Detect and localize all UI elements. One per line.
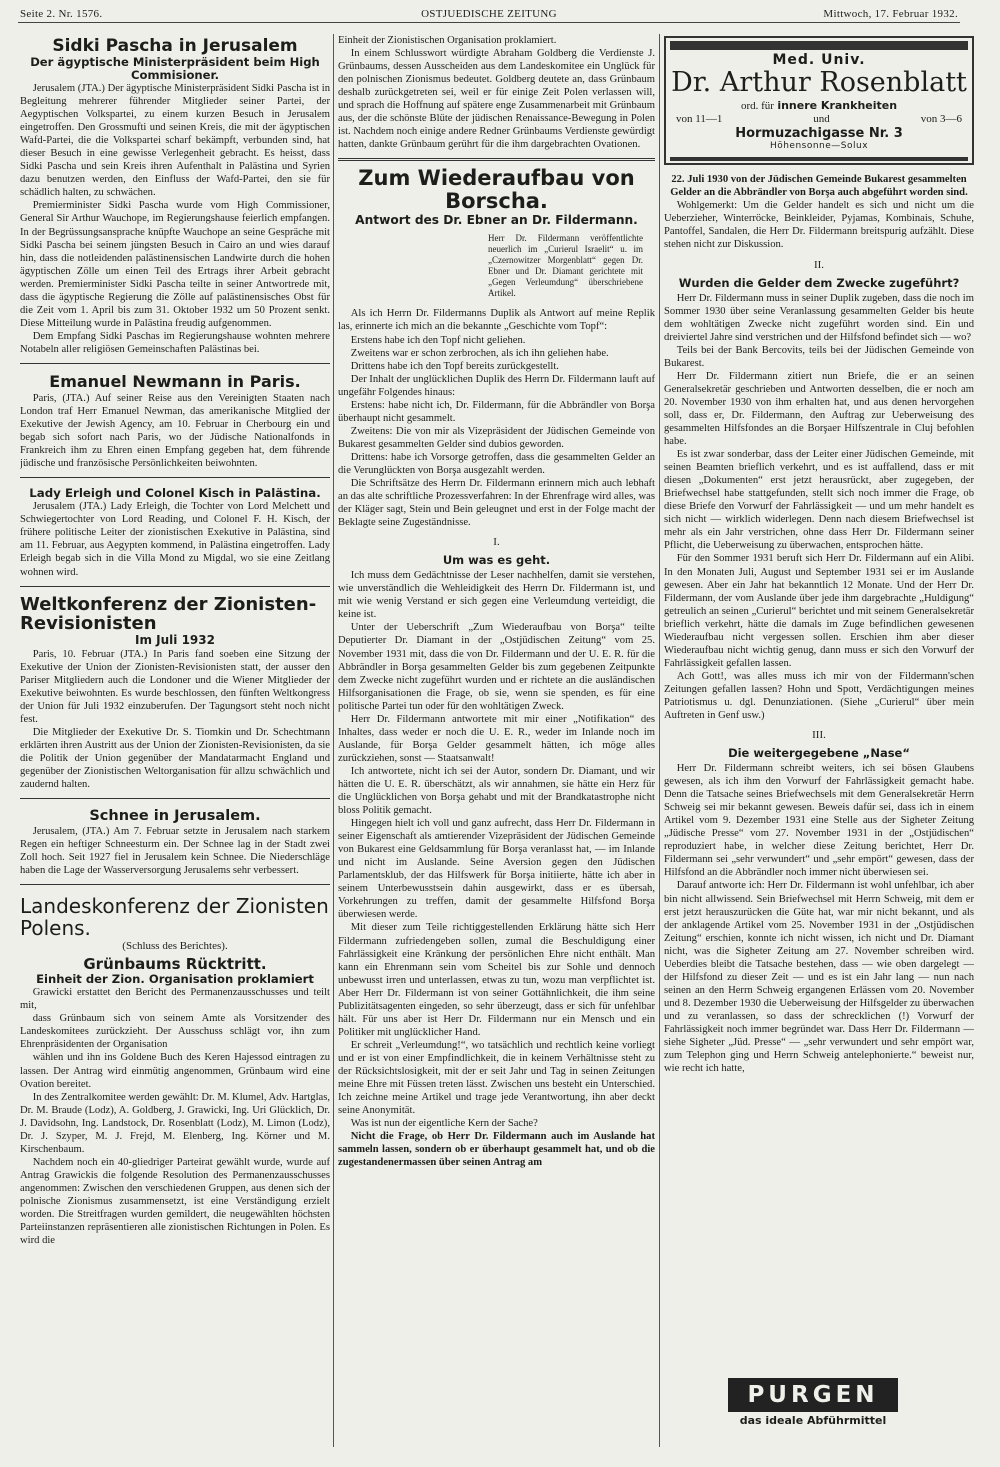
- paragraph: Unter der Ueberschrift „Zum Wiederaufbau von Borşa“ teilte Deputierter Dr. Diamant in der „Ostjüdischen Zeitung“ vom 25. November 1931 mit, dass die von Dr. Fildermann und der U. E. R. für die Abbrändler in Borşa gesammelten Gelder bis zum gegebenen Zeitpunkte dem Zwecke nicht zugeführt wurden und er richtete an die ausländischen Hilfsorganisationen die Frage, ob sie, wenn sie spenden, es für eine politische Partei tun oder für den wohltätigen Zweck.: [338, 622, 655, 712]
- ad-address: Hormuzachigasse Nr. 3: [735, 126, 903, 142]
- paragraph: Der Inhalt der unglücklichen Duplik des Herrn Dr. Fildermann lauft auf ungefähr Folgendes hinaus:: [338, 373, 655, 398]
- article-weltkonferenz: [20, 595, 330, 792]
- section-number: I.: [493, 536, 500, 549]
- column-2: [338, 34, 655, 1459]
- paragraph: Es ist zwar sonderbar, dass der Leiter einer Jüdischen Gemeinde, mit seinen Beamten brieflich verkehrt, und es ist auffallend, dass er mit diesen „Dokumenten“ erst jetzt herausrückt, aber zugegeben, der Briefwechsel habe stattgefunden, stellt sich noch immer die Frage, ob diese Briefe den Vorwurf der Fahrlässigkeit — und um mehr handelt es sich nicht — wirklich widerlegen. Denn nach diesem Briefwechsel ist mehr als ein Jahr verstrichen, ohne dass Herr Dr. Fildermann seiner Pflicht, die Ueberweisung zu überwachen, entsprochen hätte.: [664, 449, 974, 552]
- column-1: [20, 34, 330, 1459]
- section-heading: Um was es geht.: [442, 553, 551, 568]
- purgen-logo: PURGEN: [728, 1378, 898, 1412]
- column-rule: [333, 34, 334, 1447]
- section-heading: Die weitergegebene „Nase“: [728, 746, 910, 761]
- paragraph: In einem Schlusswort würdigte Abraham Goldberg die Verdienste J. Grünbaums, dessen Ausscheiden aus dem Landeskomitee ein Unglück für den polnischen Zionismus bedeutet. Goldberg deutete an, dass Grünbaum deshalb zurückgetreten sei, weil er für einige Zeit Polen verlassen will, und sprach die Hoffnung auf spätere enge Zusammenarbeit mit Grünbaum aus, der die schönste Blüte der jüdischen Renaissance-Bewegung in Polen ist. Nachdem noch einige andere Redner Grünbaums Verdienste gewürdigt hatten, dankte Grünbaum gerührt für die ihm dargebrachten Ovationen.: [338, 48, 655, 151]
- subheadline: Antwort des Dr. Ebner an Dr. Fildermann.: [355, 213, 638, 228]
- newspaper-name: OSTJUEDISCHE ZEITUNG: [421, 8, 557, 20]
- headline: Weltkonferenz der Zionisten-Revisionisten: [20, 593, 317, 634]
- paragraph: Nicht die Frage, ob Herr Dr. Fildermann auch im Auslande hat sammeln lassen, sondern ob er überhaupt gesammelt hat, und ob die zugestandenermassen über seinen Antrag am: [338, 1131, 655, 1169]
- divider: [20, 586, 330, 587]
- headline: Emanuel Newmann in Paris.: [49, 371, 301, 391]
- article-schnee: [20, 807, 330, 877]
- article-landeskonferenz: [20, 895, 330, 1247]
- paragraph: Jerusalem (JTA.) Lady Erleigh, die Tochter von Lord Melchett und Schwiegertochter von Lord Reading, und Colonel F. H. Kisch, der frühere politische Leiter der zionistischen Exekutive in Palästina, sind am 11. Februar, aus Aegypten kommend, in Palästina eingetroffen. Lady Erleigh begab sich in die Villa Mond zu Migdal, wo sie eine Zeitlang wohnen wird.: [20, 501, 330, 578]
- ad-border-bar: [670, 41, 968, 50]
- editorial-note: Herr Dr. Fildermann veröffentlichte neuerlich im „Curierul Israelit“ u. im „Czernowitzer Morgenblatt“ gegen Dr. Ebner und Dr. Diamant gerichtete mit „Gegen Verleumdung“ überschriebene Artikel.: [488, 233, 643, 299]
- paragraph: Zweitens war er schon zerbrochen, als ich ihn geliehen habe.: [350, 347, 609, 359]
- section-number: II.: [813, 258, 825, 271]
- purgen-ad-area: [664, 1075, 974, 1195]
- paragraph: Jerusalem, (JTA.) Am 7. Februar setzte in Jerusalem nach starkem Regen ein heftiger Schneesturm ein. Der Schnee lag in der Stadt zwei Zoll hoch. Seit 1927 fiel in Jerusalem kein Schnee. Die Niederschläge haben die Lage der Wasserversorgung Jerusalems sehr verbessert.: [20, 826, 330, 877]
- paragraph: Als ich Herrn Dr. Fildermanns Duplik als Antwort auf meine Replik las, erinnerte ich mich an die bekannte „Geschichte vom Topf“:: [338, 308, 655, 333]
- headline: Landeskonferenz der Zionisten Polens.: [20, 894, 329, 941]
- column-rule: [659, 34, 660, 1447]
- paragraph: Jerusalem (JTA.) Der ägyptische Ministerpräsident Sidki Pascha ist in Begleitung mehrerer führender Mitglieder seiner Partei, der Aegyptischen Volkspartei, zu einem kurzen Besuch in Jerusalem eingetroffen. Den Grossmufti und seinen Kreis, die mit der ägyptischen Wafd-Partei, die die Volkspartei scharf bekämpft, verbunden sind, hat dieser Besuch in eine gewisse Verlegenheit gebracht. Es heisst, dass Sidki Pascha und sein Kreis ihren Aufenthalt in Palästina und Syrien dazu benutzen werden, den Einfluss der Wafd-Partei, den sie für schädlich halten, zu schwächen.: [20, 83, 330, 199]
- ad-doctor-name: Dr. Arthur Rosenblatt: [671, 67, 967, 99]
- paragraph: Die Mitglieder der Exekutive Dr. S. Tiomkin und Dr. Schechtmann erklärten ihren Austritt aus der Union der Zionisten-Revisionisten, da sie die Politik der Union gegenüber der Mandatarmacht England und gegenüber der Zionistischen Weltorganisation für allzu schwächlich und zaudernd halten.: [20, 726, 330, 791]
- paragraph: Darauf antworte ich: Herr Dr. Fildermann ist wohl unfehlbar, ich aber bin nicht allwissend. Sein Briefwechsel mit Herrn Schweig, mit dem er erst jetzt herauszurücken die Güte hat, war mir nicht bekannt, und als der anklagende Artikel vom 25. November 1931 in der „Ostjüdischen Zeitung“ erschien, konnte ich nicht wissen, ich nicht und Dr. Diamant nicht, was die Sigheter Zeitung am 27. November schreiben wird. Ueberdies bleibt die Tatsache bestehen, dass — wie oben dargelegt — der Hilfsfond zu dieser Zeit — und es ist ein Jahr lang — nun nach seinen an den Herrn Schweig ergangenen Erlässen vom 20. November und 8. Dezember 1930 die Ueberweisung der Hilfsgelder zu überwachen und zu veranlassen, so dass der schrecklichen (!) Vorwurf der Fahrlässigkeit noch immer begründet war. Dass Herr Dr. Fildermann — siehe Sigheter „Jüd. Presse“ — „sehr verwundert und sehr empört war, zum Telephon ging und Herrn Schweig antelephonierte.“ beweist nur, wie recht ich hatte,: [664, 880, 974, 1075]
- section-headline: Grünbaums Rücktritt.: [83, 955, 267, 974]
- paragraph: Wohlgemerkt: Um die Gelder handelt es sich und nicht um die Ueberzieher, Winterröcke, Beinkleider, Pyjamas, Kombinais, Schuhe, Pantoffel, Sandalen, die Herr Dr. Fildermann breitspurig aufzählt. Diese stehen nicht zur Diskussion.: [664, 200, 974, 251]
- section-subheadline: Einheit der Zion. Organisation proklamiert: [36, 972, 314, 987]
- paragraph: Einheit der Zionistischen Organisation proklamiert.: [338, 35, 557, 46]
- paragraph: Mit dieser zum Teile richtiggestellenden Erklärung hätte sich Herr Fildermann zufriedengeben sollen, zumal die Beschuldigung einer Fahrlässigkeit eine Kränkung der persönlichen Ehre nicht enthält. Man kann ein Ehrenmann sein vom Scheitel bis zur Sohle und dennoch unbewusst irren und unterlassen, etwas zu tun, wozu man verpflichtet ist. Aber Herr Dr. Fildermann ist von seiner Gottähnlichkeit, die ihm seine Publizitätsagenten eingeden, so sehr überzeugt, dass er sich für unfehlbar hält. Für uns aber ist Herr Dr. Fildermann nur ein Mensch und ein Politiker mit unglücklicher Hand.: [338, 922, 655, 1038]
- paragraph: Teils bei der Bank Bercovits, teils bei der Jüdischen Gemeinde von Bukarest.: [664, 344, 974, 369]
- paragraph: Drittens: habe ich Vorsorge getroffen, dass die gesammelten Gelder an die Verunglückten von Borşa ausgezahlt werden.: [338, 451, 655, 476]
- article-borscha: [338, 167, 655, 1169]
- paragraph: Herr Dr. Fildermann zitiert nun Briefe, die er an seinen Generalsekretär geschrieben und Antworten desselben, die er noch am 20. November 1930 von ihm erhalten hat, und aus denen hervorgehen soll, dass er, Dr. Fildermann, den Auftrag zur Ueberweisung des gesammelten Hilfsfondes an die Borşaer Hilfszentrale in Cluj befohlen habe.: [664, 370, 974, 448]
- ad-title: Med. Univ.: [772, 52, 866, 68]
- paragraph: Zweitens: Die von mir als Vizepräsident der Jüdischen Gemeinde von Bukarest gesammelten Gelder sind dubios geworden.: [338, 425, 655, 450]
- paragraph: Paris, (JTA.) Auf seiner Reise aus den Vereinigten Staaten nach London traf Herr Emanuel Newman, das amerikanische Mitglied der Exekutive der Jewish Agency, am 10. Februar in Cherbourg ein und begab sich sofort nach Paris, wo der Jüdische Nationalfonds in Frankreich ihm zu Ehren einen Empfang gegeben hat, dem führende jüdische und französische Persönlichkeiten beiwohnten.: [20, 392, 330, 470]
- ad-hours-afternoon: von 3—6: [920, 113, 962, 126]
- paragraph: Die Schriftsätze des Herrn Dr. Fildermann erinnern mich auch lebhaft an das alte schriftliche Prozessverfahren: In der Ehrenfrage wird alles, was der Kläger sagt, Stein und Bein geleugnet und erst in der Folge macht der Beklagte seine Zugeständnisse.: [338, 478, 655, 529]
- ad-border-bar: [670, 157, 968, 161]
- paragraph: wählen und ihn ins Goldene Buch des Keren Hajessod eintragen zu lassen. Der Antrag wird einmütig angenommen, Grünbaum wird eine Ovation bereitet.: [20, 1052, 330, 1090]
- subheadline: (Schluss des Berichtes).: [122, 940, 228, 953]
- divider: [338, 158, 655, 161]
- section-number: III.: [812, 729, 826, 742]
- paragraph: Premierminister Sidki Pascha wurde vom High Commissioner, General Sir Arthur Wauchope, im Regierungshause feierlich empfangen. In der Begrüssungsansprache knüpfte Wauchope an seine Gespräche mit Sidki Pascha bei seinem jüngsten Besuch in Cairo an und wies darauf hin, dass die notleidenden palästinensischen Landwirte durch die hohen ägyptischen Zölle um einen Teil des Ertrags ihrer Arbeit gebracht werden. Premierminister Sidki Pascha teilte in seiner Antwortrede mit, dass die ägyptische Regierung die Zölle auf palästinensisches Obst für die Zeit vom 1. April bis zum 31. Oktober 1932 um 50 Prozent senkt. Diese Mitteilung wurde in Palästina freudig aufgenommen.: [20, 200, 330, 329]
- paragraph: Grawicki erstattet den Bericht des Permanenzausschusses und teilt mit,: [20, 987, 330, 1012]
- ad-specialty: [670, 99, 968, 113]
- paragraph: Erstens: habe nicht ich, Dr. Fildermann, für die Abbrändler von Borşa überhaupt nicht gesammelt.: [338, 399, 655, 424]
- doctor-advertisement: [664, 36, 974, 165]
- paragraph: In des Zentralkomitee werden gewählt: Dr. M. Klumel, Adv. Hartglas, Dr. M. Braude (Lodz), A. Goldberg, J. Grawicki, Ing. Uri Glücklich, Dr. J. Davidsohn, Ing. Landstock, Dr. Rosenblatt (Lodz), M. Limon (Lodz), Dr. J. Szyper, M. J. Frejd, M. Elenberg, Ing. Körner und M. Kirschenbaum.: [20, 1091, 330, 1155]
- divider: [20, 884, 330, 885]
- page-number: Seite 2. Nr. 1576.: [20, 8, 103, 20]
- ad-hours: [670, 113, 968, 126]
- running-head: [18, 6, 960, 23]
- paragraph: Für den Sommer 1931 beruft sich Herr Dr. Fildermann auf ein Alibi. In den Monaten Juli, August und September 1931 sei er im Auslande gewesen. Aber ein Jahr hat bekanntlich 12 Monate. Und der Herr Dr. Fildermann, der vom Auslande über jede ihm dargebrachte „Huldigung“ getreulich an seinen „Curierul“ berichtet und mit seinem Generalsekretär brieflich verkehrt, hätte die damals im Zuge befindlichen gewesenen Wiederaufbau nicht vergessen sollen. Erschien ihm aber dieser Wiederaufbau nicht wichtig genug, dann muss er sich den Vorwurf der Fahrlässigkeit gefallen lassen.: [664, 553, 974, 669]
- article-newmann: [20, 372, 330, 470]
- headline: Lady Erleigh und Colonel Kisch in Palästina.: [29, 486, 321, 501]
- divider: [20, 477, 330, 478]
- divider: [20, 363, 330, 364]
- ad-treatments: Höhensonne—Solux: [769, 141, 869, 152]
- paragraph: 22. Juli 1930 von der Jüdischen Gemeinde Bukarest gesammelten Gelder an die Abbrändler von Borşa auch abgeführt worden sind.: [670, 174, 968, 199]
- paragraph: Ach Gott!, was alles muss ich mir von der Fildermann'schen Zeitungen gefallen lassen? Hohn und Spott, Verdächtigungen meines Patriotismus u. dgl. Denunziationen. (Siehe „Curierul“ über mein Auftreten in Genf usw.): [664, 670, 974, 722]
- paragraph: Ich antwortete, nicht ich sei der Autor, sondern Dr. Diamant, und wir hätten die U. E. R. überschätzt, als wir annahmen, sie hätte ein Herz für die Unglücklichen von Borşa gehabt und mit der Brandkatastrophe nicht bloss Politik gemacht.: [338, 765, 655, 817]
- section-heading: Wurden die Gelder dem Zwecke zugeführt?: [678, 275, 960, 290]
- paragraph: Erstens habe ich den Topf nicht geliehen.: [350, 334, 526, 346]
- paragraph: Paris, 10. Februar (JTA.) In Paris fand soeben eine Sitzung der Exekutive der Union der Zionisten-Revisionisten statt, der ausser den Pariser Mitgliedern auch die Londoner und die Wiener Mitglieder der Exekutive beiwohnten. Es wurde beschlossen, den fünften Weltkongress der Union für Juli 1932 einzuberufen. Der Tagungsort steht noch nicht fest.: [20, 648, 330, 725]
- ad-hours-and: und: [813, 113, 830, 126]
- paragraph: Er schreit „Verleumdung!“, wo tatsächlich und rechtlich keine vorliegt und er ist von einer Empfindlichkeit, die in keinem Verhältnisse steht zu der Rücksichtslosigkeit, mit der er seit Jahr und Tag in seinen Zeitungen meine Ehre mit Füssen treten lässt. Zwischen uns besteht ein Unterschied. Ich zeichne meine Artikel und trage jede Verantwortung, ihn aber deckt seine Anonymität.: [338, 1039, 655, 1117]
- paragraph: Herr Dr. Fildermann schreibt weiters, ich sei bösen Glaubens gewesen, als ich ihm den Vorwurf der Fahrlässigkeit gemacht habe. Denn die Tatsache seines Briefwechsels mit dem Generalsekretär Herrn Schweig sei mir bekannt gewesen. Beweis dafür sei, dass ich in einem Artikel vom 9. Dezember 1931 eine Stelle aus der Sigheter Zeitung „Jüdische Presse“ vom 27. November 1931 in der „Ostjüdischen“ reproduziert habe, in welcher diese Zeitung berichtet, Herr Dr. Fildermann sei „sehr verwundert“ und „sehr empört“ gewesen, dass der Hilfsfond an die Abbrändler noch immer nicht überwiesen sei.: [664, 763, 974, 879]
- article-erleigh: [20, 486, 330, 578]
- column-3: [664, 34, 974, 1459]
- paragraph: Herr Dr. Fildermann muss in seiner Duplik zugeben, dass die noch im Sommer 1930 über seine Veranlassung gesammelten Gelder bis heute dem wohltätigen Zwecke nicht zugeführt worden sind. Ein und dreiviertel Jahre sind verstrichen und der Hilfsfond befindet sich — wo?: [664, 292, 974, 343]
- purgen-slogan: das ideale Abführmittel: [739, 1414, 887, 1427]
- purgen-advertisement: [728, 1378, 898, 1427]
- paragraph: Ich muss dem Gedächtnisse der Leser nachhelfen, damit sie verstehen, wie unverständlich die Wehleidigkeit des Herrn Dr. Fildermann ist, und mit wie wenig Verstand er sich gegen eine Verleumdung verteidigt, die keine ist.: [338, 570, 655, 621]
- ad-hours-morning: von 11—1: [676, 113, 723, 126]
- paragraph: Hingegen hielt ich voll und ganz aufrecht, dass Herr Dr. Fildermann in seiner Eigenschaft als amtierender Vizepräsident der Jüdischen Gemeinde von Bukarest eine Geldsammlung für Borşa veranlasst hat, — im Inlande und nicht im Auslande. Seine Aversion gegen den Jüdischen Parlamentsklub, der das Hilfswerk für Borşa initiierte, hätte ich aber in seinem Unterbewusstsein dahin ausgewirkt, dass er es übersah, Vorkehrungen zu treffen, damit der gesammelte Hilfsfond Borşa überwiesen werde.: [338, 818, 655, 921]
- paragraph: Nachdem noch ein 40-gliedriger Parteirat gewählt wurde, wurde auf Antrag Grawickis die folgende Resolution des Permanenzausschusses angenommen: Zwischen den verschiedenen Gruppen, aus denen sich der polnische Zionismus zusammensetzt, ist eine Verständigung erzielt worden. Die Streitfragen wurden gemildert, die neugewählten höchsten Parteiinstanzen repräsentieren alle zionistischen Richtungen in Polen. Es wird die: [20, 1156, 330, 1247]
- paragraph: Drittens habe ich den Topf bereits zurückgestellt.: [350, 360, 559, 372]
- issue-date: Mittwoch, 17. Februar 1932.: [823, 8, 958, 20]
- headline: Schnee in Jerusalem.: [89, 808, 261, 825]
- divider: [20, 798, 330, 799]
- article-sidki: [20, 36, 330, 356]
- ad-specialty-label: ord. für: [740, 100, 774, 113]
- paragraph: Was ist nun der eigentliche Kern der Sache?: [350, 1118, 538, 1130]
- subheadline: Im Juli 1932: [135, 632, 215, 647]
- paragraph: dass Grünbaum sich von seinem Amte als Vorsitzender des Landeskomitees zurückzieht. Der Ausschuss schlägt vor, ihn zum Ehrenpräsidenten der Organisation: [20, 1013, 330, 1051]
- paragraph: Herr Dr. Fildermann antwortete mit mir einer „Notifikation“ des Inhaltes, dass weder er noch die U. E. R., weder im Inlande noch im Auslande, für Borşa Gelder gesammelt hätten, ich möge alles zurückziehen, sonst — Staatsanwalt!: [338, 713, 655, 764]
- headline: Zum Wiederaufbau von Borscha.: [358, 166, 635, 214]
- paragraph: Dem Empfang Sidki Paschas im Regierungshause wohnten mehrere Notabeln aller religiösen Gemeinschaften Palästinas bei.: [20, 330, 330, 355]
- ad-specialty-value: innere Krankheiten: [777, 99, 898, 113]
- headline: Sidki Pascha in Jerusalem: [52, 36, 298, 56]
- subheadline: Der ägyptische Ministerpräsident beim High Commisioner.: [30, 55, 320, 82]
